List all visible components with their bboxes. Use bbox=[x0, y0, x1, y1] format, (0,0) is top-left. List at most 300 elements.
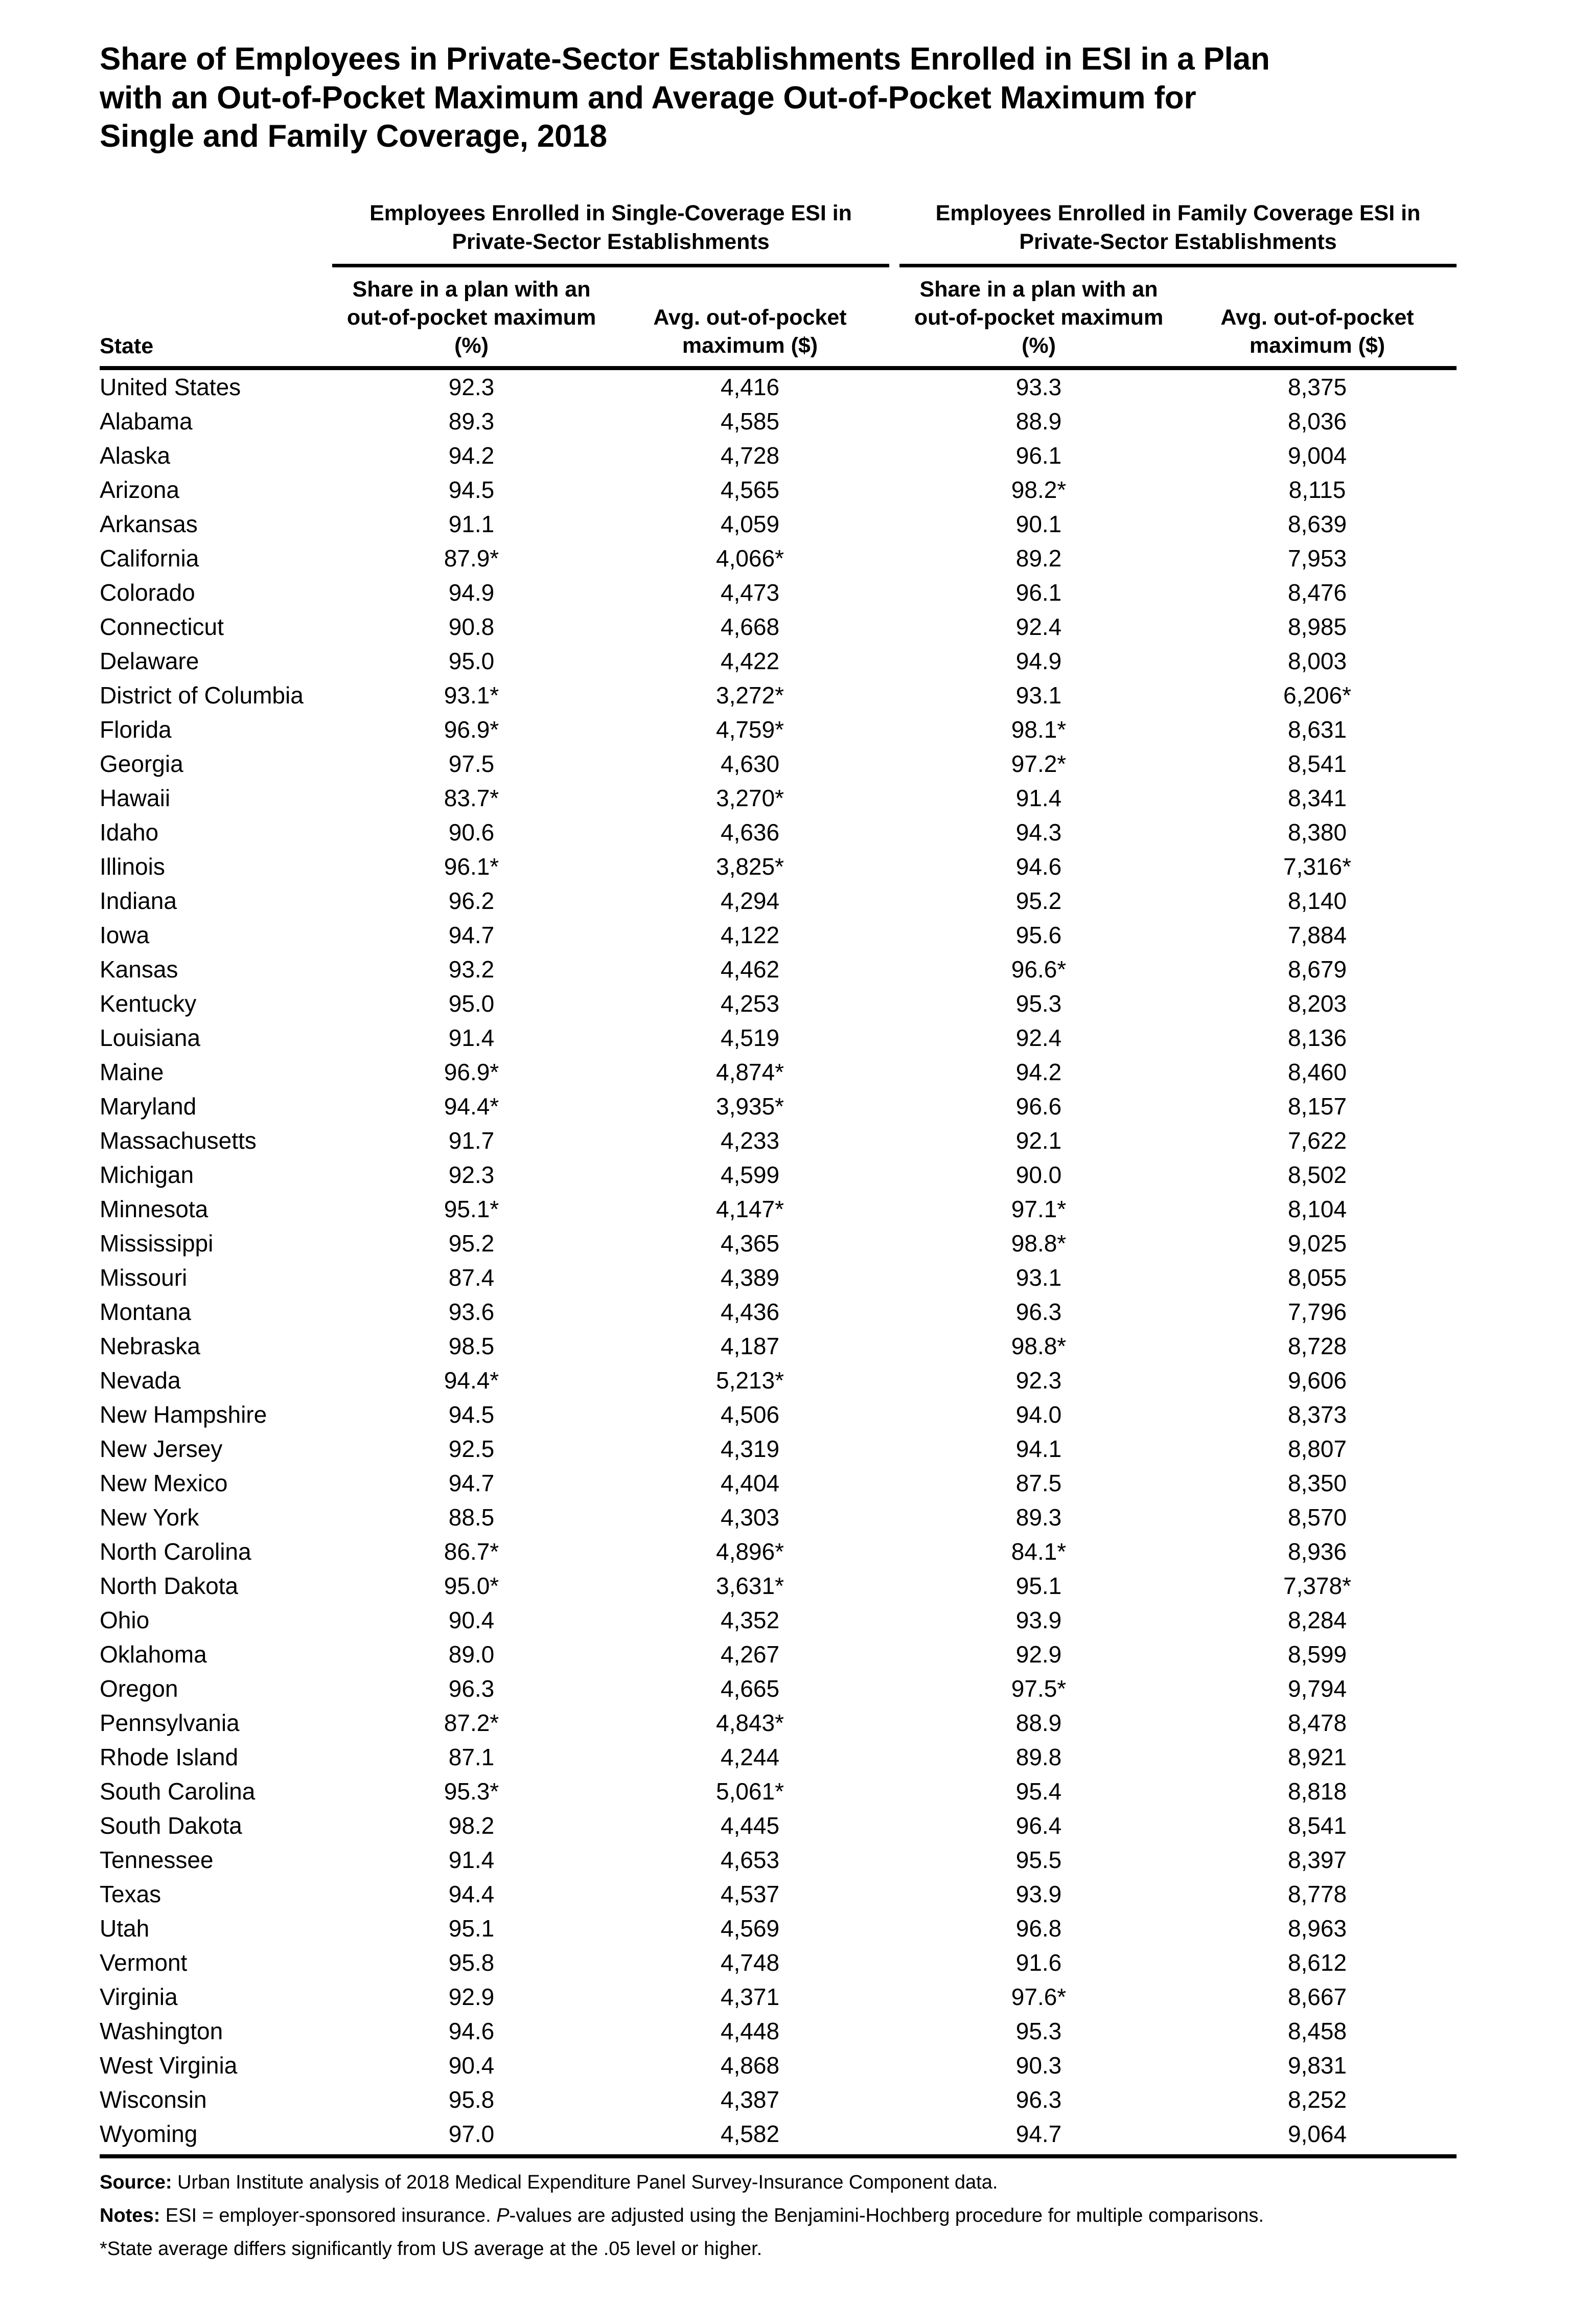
cell-state: New Hampshire bbox=[100, 1401, 267, 1428]
cell-single-avg: 4,387 bbox=[720, 2086, 780, 2113]
cell-single-avg: 4,445 bbox=[720, 1812, 780, 1839]
cell-family-avg: 7,953 bbox=[1287, 545, 1347, 572]
cell-state: Tennessee bbox=[100, 1847, 214, 1874]
cell-family-share: 95.4 bbox=[1015, 1778, 1062, 1805]
page-title bbox=[100, 40, 1474, 156]
cell-single-share: 93.2 bbox=[448, 956, 495, 983]
table-row bbox=[100, 1192, 1457, 1226]
cell-single-avg: 4,253 bbox=[720, 990, 780, 1017]
cell-single-share: 91.1 bbox=[448, 511, 495, 538]
cell-single-share: 94.2 bbox=[448, 442, 495, 469]
cell-single-share: 96.2 bbox=[448, 887, 495, 915]
table-row bbox=[100, 850, 1457, 884]
cell-family-avg: 8,003 bbox=[1287, 648, 1347, 675]
cell-family-share: 97.5* bbox=[1011, 1675, 1067, 1702]
cell-family-share: 89.8 bbox=[1015, 1744, 1062, 1771]
cell-family-share: 96.8 bbox=[1015, 1915, 1062, 1942]
cell-family-avg: 8,136 bbox=[1287, 1024, 1347, 1052]
cell-single-avg: 4,519 bbox=[720, 1024, 780, 1052]
table-row bbox=[100, 1535, 1457, 1569]
table-row bbox=[100, 576, 1457, 610]
table-row bbox=[100, 1329, 1457, 1363]
cell-family-avg: 8,036 bbox=[1287, 408, 1347, 435]
cell-family-avg: 7,316* bbox=[1283, 853, 1351, 880]
cell-single-avg: 4,371 bbox=[720, 1984, 780, 2011]
cell-family-avg: 8,476 bbox=[1287, 579, 1347, 606]
table-row bbox=[100, 815, 1457, 850]
cell-family-share: 93.1 bbox=[1015, 1264, 1062, 1291]
cell-single-avg: 4,896* bbox=[715, 1538, 784, 1565]
data-table bbox=[100, 199, 1457, 2268]
cell-single-share: 90.6 bbox=[448, 819, 495, 846]
cell-state: Hawaii bbox=[100, 785, 171, 812]
cell-single-share: 96.3 bbox=[448, 1675, 495, 1702]
column-header-single-share-line-3: (%) bbox=[454, 333, 489, 358]
cell-state: Alabama bbox=[100, 408, 193, 435]
column-header-family-share-line-3: (%) bbox=[1022, 333, 1056, 358]
table-row bbox=[100, 507, 1457, 541]
cell-family-avg: 8,157 bbox=[1287, 1093, 1347, 1120]
cell-state: Maine bbox=[100, 1059, 164, 1086]
cell-family-share: 94.3 bbox=[1015, 819, 1062, 846]
cell-single-share: 94.7 bbox=[448, 1470, 495, 1497]
table-row bbox=[100, 1261, 1457, 1295]
cell-family-share: 93.1 bbox=[1015, 682, 1062, 709]
cell-single-avg: 4,422 bbox=[720, 648, 780, 675]
cell-family-avg: 8,936 bbox=[1287, 1538, 1347, 1565]
cell-family-avg: 8,639 bbox=[1287, 511, 1347, 538]
cell-family-share: 98.8* bbox=[1011, 1333, 1067, 1360]
group-header-family-coverage bbox=[899, 199, 1457, 257]
cell-state: South Carolina bbox=[100, 1778, 256, 1805]
cell-state: Illinois bbox=[100, 853, 165, 880]
column-header-family-avg-line-2: maximum ($) bbox=[1249, 333, 1385, 358]
cell-single-avg: 3,825* bbox=[715, 853, 784, 880]
cell-family-avg: 8,115 bbox=[1288, 476, 1346, 504]
cell-state: Mississippi bbox=[100, 1230, 214, 1257]
table-row bbox=[100, 1124, 1457, 1158]
cell-single-share: 95.0* bbox=[444, 1573, 499, 1600]
table-row bbox=[100, 1980, 1457, 2014]
cell-state: Utah bbox=[100, 1915, 150, 1942]
cell-family-share: 98.2* bbox=[1011, 476, 1067, 504]
cell-family-share: 95.3 bbox=[1015, 990, 1062, 1017]
cell-single-avg: 3,272* bbox=[715, 682, 784, 709]
notes-note bbox=[100, 2202, 1457, 2230]
cell-single-share: 87.1 bbox=[448, 1744, 495, 1771]
table-row bbox=[100, 1843, 1457, 1877]
cell-family-avg: 8,807 bbox=[1287, 1436, 1347, 1463]
cell-state: North Carolina bbox=[100, 1538, 251, 1565]
cell-single-avg: 4,759* bbox=[715, 716, 784, 743]
cell-family-share: 88.9 bbox=[1015, 408, 1062, 435]
cell-single-share: 92.9 bbox=[448, 1984, 495, 2011]
table-row bbox=[100, 1363, 1457, 1398]
cell-single-avg: 4,728 bbox=[720, 442, 780, 469]
cell-family-avg: 8,375 bbox=[1287, 374, 1347, 401]
table-row bbox=[100, 1637, 1457, 1672]
cell-family-share: 93.9 bbox=[1015, 1607, 1062, 1634]
cell-single-share: 95.3* bbox=[444, 1778, 499, 1805]
cell-single-share: 97.0 bbox=[448, 2121, 495, 2148]
cell-state: Missouri bbox=[100, 1264, 188, 1291]
cell-family-avg: 8,612 bbox=[1287, 1949, 1347, 1976]
table-row bbox=[100, 1706, 1457, 1740]
cell-state: District of Columbia bbox=[100, 682, 304, 709]
cell-single-share: 95.2 bbox=[448, 1230, 495, 1257]
group-header-gap bbox=[889, 199, 899, 257]
cell-single-avg: 4,187 bbox=[720, 1333, 780, 1360]
cell-state: Iowa bbox=[100, 922, 150, 949]
cell-family-share: 96.6* bbox=[1011, 956, 1067, 983]
cell-single-share: 94.5 bbox=[448, 1401, 495, 1428]
column-header-single-share-line-1: Share in a plan with an bbox=[352, 277, 591, 302]
cell-state: Indiana bbox=[100, 887, 177, 915]
cell-single-share: 94.9 bbox=[448, 579, 495, 606]
cell-family-share: 94.6 bbox=[1015, 853, 1062, 880]
cell-single-share: 95.0 bbox=[448, 990, 495, 1017]
cell-single-share: 83.7* bbox=[444, 785, 499, 812]
cell-single-share: 92.3 bbox=[448, 1161, 495, 1189]
table-row bbox=[100, 1295, 1457, 1329]
cell-single-avg: 4,352 bbox=[720, 1607, 780, 1634]
table-row bbox=[100, 2083, 1457, 2117]
cell-state: Montana bbox=[100, 1298, 192, 1326]
table-row bbox=[100, 1809, 1457, 1843]
group-header-state-spacer bbox=[100, 199, 332, 257]
cell-single-avg: 4,267 bbox=[720, 1641, 780, 1668]
cell-single-avg: 4,389 bbox=[720, 1264, 780, 1291]
cell-family-avg: 8,380 bbox=[1287, 819, 1347, 846]
column-header-single-avg bbox=[611, 304, 889, 360]
cell-state: Georgia bbox=[100, 750, 183, 778]
cell-family-share: 94.1 bbox=[1015, 1436, 1062, 1463]
cell-family-share: 95.2 bbox=[1015, 887, 1062, 915]
cell-single-avg: 4,473 bbox=[720, 579, 780, 606]
cell-single-avg: 4,585 bbox=[720, 408, 780, 435]
cell-single-avg: 4,874* bbox=[715, 1059, 784, 1086]
table-row bbox=[100, 987, 1457, 1021]
cell-state: Virginia bbox=[100, 1984, 178, 2011]
column-header-family-share-line-1: Share in a plan with an bbox=[919, 277, 1158, 302]
cell-state: Arizona bbox=[100, 476, 179, 504]
cell-single-share: 94.5 bbox=[448, 476, 495, 504]
cell-state: Arkansas bbox=[100, 511, 198, 538]
table-row bbox=[100, 1500, 1457, 1535]
cell-family-share: 92.9 bbox=[1015, 1641, 1062, 1668]
cell-family-avg: 8,541 bbox=[1287, 750, 1347, 778]
table-row bbox=[100, 747, 1457, 781]
cell-family-avg: 6,206* bbox=[1283, 682, 1351, 709]
cell-state: Idaho bbox=[100, 819, 159, 846]
cell-single-avg: 4,599 bbox=[720, 1161, 780, 1189]
cell-family-avg: 9,064 bbox=[1287, 2121, 1347, 2148]
cell-state: Pennsylvania bbox=[100, 1710, 240, 1737]
cell-family-share: 98.8* bbox=[1011, 1230, 1067, 1257]
cell-family-avg: 8,252 bbox=[1287, 2086, 1347, 2113]
cell-family-share: 96.1 bbox=[1015, 442, 1062, 469]
cell-state: Kentucky bbox=[100, 990, 197, 1017]
table-row bbox=[100, 610, 1457, 644]
table-top-rule bbox=[100, 366, 1457, 370]
cell-single-avg: 4,122 bbox=[720, 922, 780, 949]
source-label: Source: bbox=[100, 2171, 172, 2193]
cell-single-share: 98.5 bbox=[448, 1333, 495, 1360]
cell-single-share: 93.6 bbox=[448, 1298, 495, 1326]
cell-family-avg: 8,541 bbox=[1287, 1812, 1347, 1839]
cell-single-avg: 4,404 bbox=[720, 1470, 780, 1497]
table-row bbox=[100, 1946, 1457, 1980]
cell-single-share: 90.4 bbox=[448, 2052, 495, 2079]
notes-text-a: ESI = employer-sponsored insurance. bbox=[160, 2204, 497, 2226]
cell-family-share: 96.1 bbox=[1015, 579, 1062, 606]
cell-state: California bbox=[100, 545, 199, 572]
cell-single-share: 94.4* bbox=[444, 1093, 499, 1120]
cell-family-share: 96.6 bbox=[1015, 1093, 1062, 1120]
cell-single-avg: 5,213* bbox=[715, 1367, 784, 1394]
column-header-single-share-line-2: out-of-pocket maximum bbox=[346, 305, 596, 330]
table-row bbox=[100, 1089, 1457, 1124]
cell-family-share: 92.3 bbox=[1015, 1367, 1062, 1394]
cell-family-avg: 8,104 bbox=[1287, 1196, 1347, 1223]
cell-family-avg: 8,778 bbox=[1287, 1881, 1347, 1908]
source-text: Urban Institute analysis of 2018 Medical Expenditure Panel Survey-Insurance Component data. bbox=[172, 2171, 998, 2193]
cell-family-share: 97.6* bbox=[1011, 1984, 1067, 2011]
cell-family-avg: 8,460 bbox=[1287, 1059, 1347, 1086]
table-row bbox=[100, 1672, 1457, 1706]
group-rule-single bbox=[332, 264, 889, 267]
cell-state: Alaska bbox=[100, 442, 171, 469]
cell-single-avg: 4,665 bbox=[720, 1675, 780, 1702]
cell-family-share: 96.4 bbox=[1015, 1812, 1062, 1839]
cell-family-avg: 8,397 bbox=[1287, 1847, 1347, 1874]
cell-state: New Mexico bbox=[100, 1470, 228, 1497]
cell-family-share: 98.1* bbox=[1011, 716, 1067, 743]
cell-state: Massachusetts bbox=[100, 1127, 257, 1154]
cell-state: Minnesota bbox=[100, 1196, 209, 1223]
cell-single-avg: 4,448 bbox=[720, 2018, 780, 2045]
cell-family-share: 90.3 bbox=[1015, 2052, 1062, 2079]
cell-state: Wisconsin bbox=[100, 2086, 207, 2113]
table-row bbox=[100, 1603, 1457, 1637]
page-title-line-2: with an Out-of-Pocket Maximum and Average Out-of-Pocket Maximum for bbox=[100, 80, 1196, 116]
cell-state: Maryland bbox=[100, 1093, 197, 1120]
table-row bbox=[100, 1877, 1457, 1911]
cell-family-avg: 8,458 bbox=[1287, 2018, 1347, 2045]
group-header-rules bbox=[100, 264, 1457, 267]
table-row bbox=[100, 1774, 1457, 1809]
column-header-family-avg-line-1: Avg. out-of-pocket bbox=[1220, 305, 1414, 330]
table-body bbox=[100, 370, 1457, 2151]
table-row bbox=[100, 952, 1457, 987]
cell-state: Michigan bbox=[100, 1161, 194, 1189]
cell-family-share: 91.4 bbox=[1015, 785, 1062, 812]
table-row bbox=[100, 1569, 1457, 1603]
cell-single-share: 90.8 bbox=[448, 613, 495, 641]
cell-single-share: 98.2 bbox=[448, 1812, 495, 1839]
cell-family-share: 94.2 bbox=[1015, 1059, 1062, 1086]
cell-family-avg: 8,667 bbox=[1287, 1984, 1347, 2011]
cell-family-avg: 8,350 bbox=[1287, 1470, 1347, 1497]
cell-single-avg: 4,636 bbox=[720, 819, 780, 846]
cell-state: Oregon bbox=[100, 1675, 178, 1702]
cell-state: Connecticut bbox=[100, 613, 224, 641]
table-row bbox=[100, 2048, 1457, 2083]
table-row bbox=[100, 439, 1457, 473]
table-row bbox=[100, 1740, 1457, 1774]
cell-single-share: 96.1* bbox=[444, 853, 499, 880]
notes-text-b: -values are adjusted using the Benjamini-Hochberg procedure for multiple comparisons. bbox=[509, 2204, 1264, 2226]
table-bottom-rule bbox=[100, 2154, 1457, 2158]
cell-family-avg: 8,818 bbox=[1287, 1778, 1347, 1805]
cell-state: Vermont bbox=[100, 1949, 188, 1976]
source-note bbox=[100, 2169, 1457, 2197]
table-row bbox=[100, 678, 1457, 713]
cell-single-avg: 4,653 bbox=[720, 1847, 780, 1874]
cell-state: Louisiana bbox=[100, 1024, 200, 1052]
notes-italic-p: P bbox=[496, 2204, 510, 2226]
table-row bbox=[100, 1226, 1457, 1261]
cell-family-share: 88.9 bbox=[1015, 1710, 1062, 1737]
cell-single-share: 90.4 bbox=[448, 1607, 495, 1634]
cell-state: North Dakota bbox=[100, 1573, 239, 1600]
cell-single-avg: 4,868 bbox=[720, 2052, 780, 2079]
cell-family-share: 89.2 bbox=[1015, 545, 1062, 572]
table-row bbox=[100, 644, 1457, 678]
cell-single-avg: 4,630 bbox=[720, 750, 780, 778]
cell-single-share: 86.7* bbox=[444, 1538, 499, 1565]
cell-state: New York bbox=[100, 1504, 199, 1531]
table-footnotes bbox=[100, 2169, 1457, 2263]
table-row bbox=[100, 1055, 1457, 1089]
table-row bbox=[100, 473, 1457, 507]
cell-single-avg: 4,303 bbox=[720, 1504, 780, 1531]
table-row bbox=[100, 884, 1457, 918]
cell-single-avg: 3,935* bbox=[715, 1093, 784, 1120]
cell-state: Ohio bbox=[100, 1607, 150, 1634]
cell-single-share: 91.4 bbox=[448, 1847, 495, 1874]
column-header-family-share-line-2: out-of-pocket maximum bbox=[914, 305, 1164, 330]
cell-single-share: 96.9* bbox=[444, 716, 499, 743]
cell-family-share: 97.2* bbox=[1011, 750, 1067, 778]
cell-family-avg: 8,985 bbox=[1287, 613, 1347, 641]
table-row bbox=[100, 1432, 1457, 1466]
cell-single-avg: 3,631* bbox=[715, 1573, 784, 1600]
cell-family-share: 96.3 bbox=[1015, 2086, 1062, 2113]
cell-state: Wyoming bbox=[100, 2121, 198, 2148]
cell-state: Delaware bbox=[100, 648, 199, 675]
table-row bbox=[100, 1021, 1457, 1055]
group-rule-family bbox=[899, 264, 1457, 267]
cell-family-share: 89.3 bbox=[1015, 1504, 1062, 1531]
column-header-family-avg bbox=[1178, 304, 1457, 360]
cell-single-share: 96.9* bbox=[444, 1059, 499, 1086]
group-rule-spacer bbox=[100, 264, 332, 267]
column-header-single-avg-line-1: Avg. out-of-pocket bbox=[653, 305, 847, 330]
cell-single-avg: 4,668 bbox=[720, 613, 780, 641]
cell-single-avg: 4,416 bbox=[720, 374, 780, 401]
cell-family-avg: 8,284 bbox=[1287, 1607, 1347, 1634]
cell-single-avg: 4,582 bbox=[720, 2121, 780, 2148]
cell-family-share: 95.1 bbox=[1015, 1573, 1062, 1600]
cell-family-share: 94.9 bbox=[1015, 648, 1062, 675]
cell-family-avg: 9,004 bbox=[1287, 442, 1347, 469]
cell-family-share: 90.0 bbox=[1015, 1161, 1062, 1189]
cell-single-share: 87.4 bbox=[448, 1264, 495, 1291]
cell-single-avg: 4,147* bbox=[715, 1196, 784, 1223]
table-row bbox=[100, 1398, 1457, 1432]
table-group-header-row bbox=[100, 199, 1457, 257]
cell-single-share: 91.4 bbox=[448, 1024, 495, 1052]
cell-family-share: 91.6 bbox=[1015, 1949, 1062, 1976]
cell-single-avg: 4,506 bbox=[720, 1401, 780, 1428]
table-row bbox=[100, 1466, 1457, 1500]
cell-state: Nevada bbox=[100, 1367, 181, 1394]
cell-state: Florida bbox=[100, 716, 172, 743]
page-title-line-3: Single and Family Coverage, 2018 bbox=[100, 119, 607, 154]
cell-family-avg: 8,373 bbox=[1287, 1401, 1347, 1428]
cell-single-avg: 4,319 bbox=[720, 1436, 780, 1463]
group-header-single-line-2: Private-Sector Establishments bbox=[452, 229, 770, 254]
cell-family-share: 87.5 bbox=[1015, 1470, 1062, 1497]
table-row bbox=[100, 918, 1457, 952]
cell-family-avg: 8,055 bbox=[1287, 1264, 1347, 1291]
cell-single-avg: 4,059 bbox=[720, 511, 780, 538]
cell-single-avg: 4,066* bbox=[715, 545, 784, 572]
cell-single-avg: 4,537 bbox=[720, 1881, 780, 1908]
table-row bbox=[100, 370, 1457, 404]
table-row bbox=[100, 1158, 1457, 1192]
cell-family-avg: 8,599 bbox=[1287, 1641, 1347, 1668]
column-header-state: State bbox=[100, 333, 154, 358]
cell-single-share: 93.1* bbox=[444, 682, 499, 709]
group-header-family-line-2: Private-Sector Establishments bbox=[1019, 229, 1337, 254]
cell-single-share: 97.5 bbox=[448, 750, 495, 778]
cell-family-avg: 8,570 bbox=[1287, 1504, 1347, 1531]
cell-single-avg: 4,365 bbox=[720, 1230, 780, 1257]
column-header-family-share bbox=[899, 276, 1178, 360]
cell-single-avg: 4,233 bbox=[720, 1127, 780, 1154]
table-row bbox=[100, 1911, 1457, 1946]
cell-family-avg: 9,831 bbox=[1287, 2052, 1347, 2079]
cell-state: Rhode Island bbox=[100, 1744, 239, 1771]
cell-family-avg: 8,679 bbox=[1287, 956, 1347, 983]
cell-state: Washington bbox=[100, 2018, 223, 2045]
cell-single-avg: 5,061* bbox=[715, 1778, 784, 1805]
cell-family-avg: 8,921 bbox=[1287, 1744, 1347, 1771]
cell-family-share: 93.9 bbox=[1015, 1881, 1062, 1908]
cell-single-avg: 4,843* bbox=[715, 1710, 784, 1737]
cell-family-share: 96.3 bbox=[1015, 1298, 1062, 1326]
cell-family-share: 92.4 bbox=[1015, 1024, 1062, 1052]
cell-single-share: 95.8 bbox=[448, 1949, 495, 1976]
cell-single-share: 92.5 bbox=[448, 1436, 495, 1463]
cell-family-avg: 7,796 bbox=[1287, 1298, 1347, 1326]
cell-single-share: 94.7 bbox=[448, 922, 495, 949]
table-row bbox=[100, 404, 1457, 439]
cell-family-avg: 9,025 bbox=[1287, 1230, 1347, 1257]
table-column-header-row bbox=[100, 276, 1457, 360]
cell-family-avg: 8,341 bbox=[1287, 785, 1347, 812]
cell-single-avg: 4,748 bbox=[720, 1949, 780, 1976]
cell-single-avg: 4,565 bbox=[720, 476, 780, 504]
column-header-single-avg-line-2: maximum ($) bbox=[682, 333, 818, 358]
cell-single-share: 94.6 bbox=[448, 2018, 495, 2045]
cell-single-avg: 4,294 bbox=[720, 887, 780, 915]
notes-label: Notes: bbox=[100, 2204, 160, 2226]
cell-family-avg: 8,963 bbox=[1287, 1915, 1347, 1942]
group-header-single-line-1: Employees Enrolled in Single-Coverage ESI in bbox=[369, 201, 852, 225]
